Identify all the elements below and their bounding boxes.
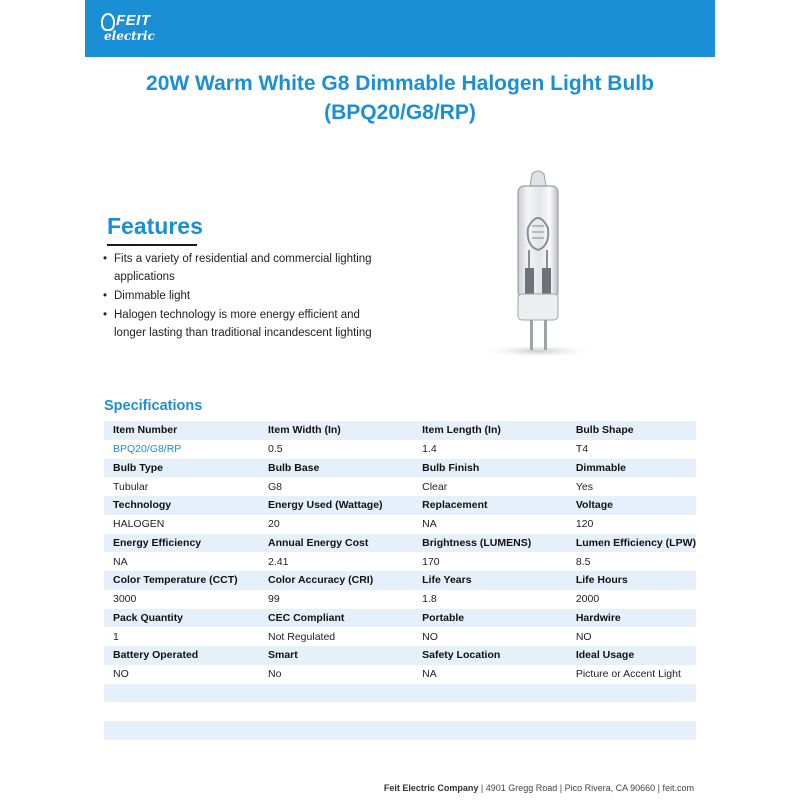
- features-divider: [107, 244, 197, 246]
- spec-label: Energy Efficiency: [104, 534, 259, 553]
- spec-label: Lumen Efficiency (LPW): [567, 534, 696, 553]
- spec-label: Life Years: [413, 571, 567, 590]
- features-list: [103, 250, 393, 343]
- spec-label: Safety Location: [413, 646, 567, 665]
- spec-label: Item Number: [104, 421, 259, 440]
- spec-value-row: [104, 440, 696, 459]
- spec-value: NO: [104, 665, 259, 684]
- specifications-heading: Specifications: [104, 398, 203, 414]
- spec-label-row: [104, 571, 696, 590]
- spec-label: CEC Compliant: [259, 609, 413, 628]
- footer-company: Feit Electric Company: [383, 783, 479, 793]
- item-number-value[interactable]: BPQ20/G8/RP: [113, 443, 182, 456]
- spec-value-row: [104, 515, 696, 534]
- spec-label-row: [104, 421, 696, 440]
- product-title-line2: (BPQ20/G8/RP): [324, 101, 476, 124]
- spec-label: Bulb Shape: [567, 421, 696, 440]
- spec-value-row: [104, 627, 696, 646]
- spec-value: Not Regulated: [259, 627, 413, 646]
- feature-item: • Halogen technology is more energy efficient and longer lasting than traditional incandescent lighting: [103, 306, 393, 342]
- spec-label: Item Width (In): [259, 421, 413, 440]
- spec-value: 1: [104, 627, 259, 646]
- footer: [384, 783, 694, 793]
- spec-value: NA: [104, 552, 259, 571]
- spec-value: Yes: [567, 477, 696, 496]
- spec-label: Item Length (In): [413, 421, 567, 440]
- spec-label-row: [104, 609, 696, 628]
- header-bar: [85, 0, 715, 57]
- spec-value: NA: [413, 665, 567, 684]
- spec-value: NO: [567, 627, 696, 646]
- spec-label: Bulb Finish: [413, 459, 567, 478]
- spec-value: Clear: [413, 477, 567, 496]
- spec-value: 120: [567, 515, 696, 534]
- spec-value: NA: [413, 515, 567, 534]
- spec-label: Dimmable: [567, 459, 696, 478]
- spec-value: 8.5: [567, 552, 696, 571]
- spec-value-row: [104, 477, 696, 496]
- logo-sub-text: electric: [104, 29, 155, 43]
- spec-value: 0.5: [259, 440, 413, 459]
- spec-label: Brightness (LUMENS): [413, 534, 567, 553]
- spec-empty-row: [104, 721, 696, 740]
- spec-value: Picture or Accent Light: [567, 665, 696, 684]
- halogen-bulb-image: [478, 168, 598, 363]
- spec-value-row: [104, 590, 696, 609]
- spec-value: 99: [259, 590, 413, 609]
- feature-item: • Fits a variety of residential and commercial lighting applications: [103, 250, 393, 286]
- spec-label: Annual Energy Cost: [259, 534, 413, 553]
- spec-label: Replacement: [413, 496, 567, 515]
- feature-item: • Dimmable light: [103, 287, 393, 305]
- spec-value-row: [104, 552, 696, 571]
- spec-label: Color Accuracy (CRI): [259, 571, 413, 590]
- item-number-link[interactable]: [104, 440, 259, 459]
- spec-label-row: [104, 459, 696, 478]
- spec-label: Color Temperature (CCT): [104, 571, 259, 590]
- features-heading: Features: [107, 213, 203, 239]
- spec-label-row: [104, 646, 696, 665]
- spec-value-row: [104, 665, 696, 684]
- spec-label: Energy Used (Wattage): [259, 496, 413, 515]
- spec-label: Life Hours: [567, 571, 696, 590]
- footer-site-link[interactable]: feit.com: [662, 783, 694, 793]
- spec-empty-row: [104, 684, 696, 703]
- spec-label: Battery Operated: [104, 646, 259, 665]
- spec-value: G8: [259, 477, 413, 496]
- spec-label: Portable: [413, 609, 567, 628]
- spec-value: 2000: [567, 590, 696, 609]
- spec-label: Smart: [259, 646, 413, 665]
- product-title-line1: 20W Warm White G8 Dimmable Halogen Light Bulb: [146, 72, 654, 95]
- footer-address: | 4901 Gregg Road | Pico Rivera, CA 90660 |: [478, 783, 663, 793]
- feit-electric-logo[interactable]: [101, 11, 171, 45]
- spec-value: T4: [567, 440, 696, 459]
- logo-brand-text: FEIT: [116, 12, 151, 29]
- spec-empty-row: [104, 702, 696, 721]
- spec-value: 2.41: [259, 552, 413, 571]
- spec-label: Pack Quantity: [104, 609, 259, 628]
- spec-label: Technology: [104, 496, 259, 515]
- spec-value: 170: [413, 552, 567, 571]
- spec-value: 1.8: [413, 590, 567, 609]
- spec-value: HALOGEN: [104, 515, 259, 534]
- spec-value: 20: [259, 515, 413, 534]
- spec-value: 1.4: [413, 440, 567, 459]
- spec-label: Voltage: [567, 496, 696, 515]
- spec-label-row: [104, 534, 696, 553]
- spec-label-row: [104, 496, 696, 515]
- spec-label: Bulb Type: [104, 459, 259, 478]
- spec-value: Tubular: [104, 477, 259, 496]
- spec-label: Bulb Base: [259, 459, 413, 478]
- specifications-table: [104, 421, 696, 740]
- spec-value: 3000: [104, 590, 259, 609]
- spec-label: Ideal Usage: [567, 646, 696, 665]
- spec-value: No: [259, 665, 413, 684]
- spec-value: NO: [413, 627, 567, 646]
- spec-label: Hardwire: [567, 609, 696, 628]
